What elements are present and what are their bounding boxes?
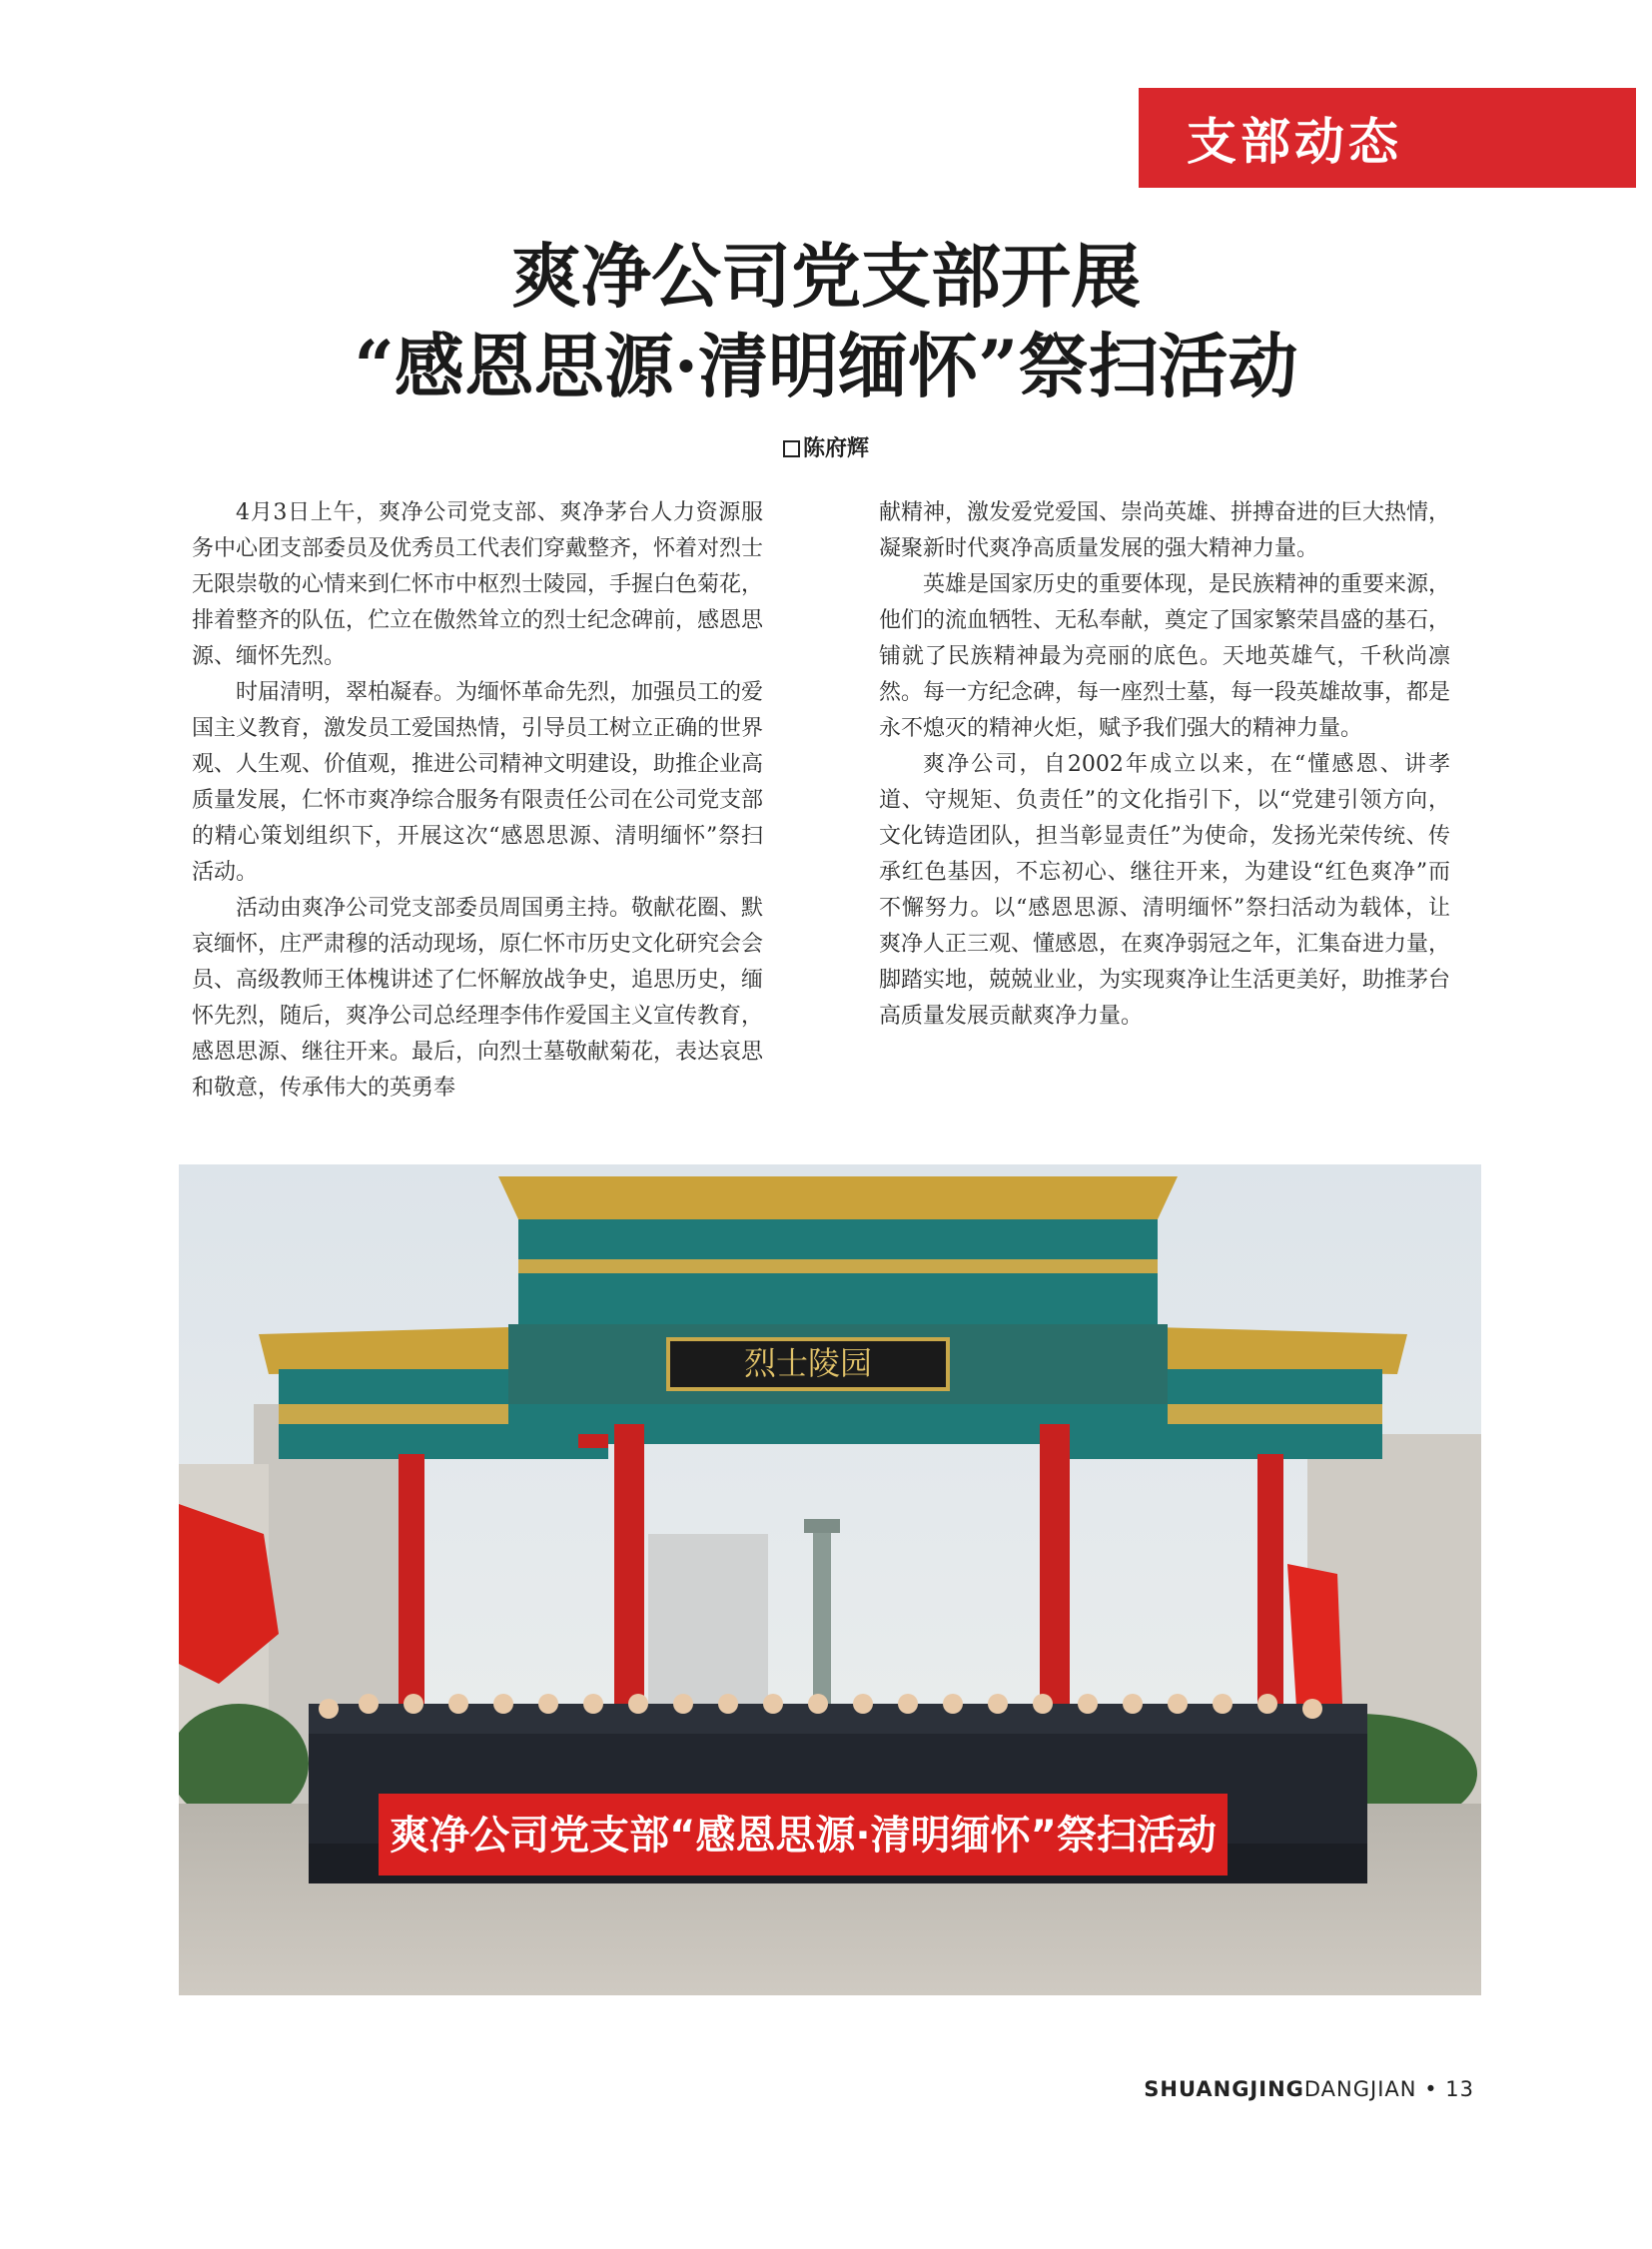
- byline-box-icon: [783, 440, 800, 457]
- paragraph: 活动由爽净公司党支部委员周国勇主持。敬献花圈、默哀缅怀，庄严肃穆的活动现场，原仁怀市历史文化研究会会员、高级教师王体槐讲述了仁怀解放战争史，追思历史，缅怀先烈，随后，爽净公司总经理李伟作爱国主义宣传教育，感恩思源、继往开来。最后，向烈士墓敬献菊花，表达哀思和敬意，传承伟大的英勇奉: [192, 896, 764, 1101]
- paragraph: 爽净公司，自2002年成立以来，在“懂感恩、讲孝道、守规矩、负责任”的文化指引下，以“党建引领方向，文化铸造团队，担当彰显责任”为使命，发扬光荣传统、传承红色基因，不忘初心、继往开来，为建设“红色爽净”而不懈努力。以“感恩思源、清明缅怀”祭扫活动为载体，让爽净人正三观、懂感恩，在爽净弱冠之年，汇集奋进力量，脚踏实地，兢兢业业，为实现爽净让生活更美好，助推茅台高质量发展贡献爽净力量。: [879, 752, 1451, 1029]
- gate-plaque: 烈士陵园: [743, 1344, 873, 1382]
- page-footer: [1144, 2077, 1474, 2101]
- footer-brand-light: DANGJIAN: [1303, 2077, 1417, 2101]
- author-name: 陈府辉: [802, 436, 869, 461]
- section-tag: 支部动态: [1139, 88, 1636, 188]
- paragraph-continuation: 献精神，激发爱党爱国、崇尚英雄、拼搏奋进的巨大热情，凝聚新时代爽净高质量发展的强大精神力量。: [879, 500, 1451, 561]
- title-line-2: “感恩思源·清明缅怀”祭扫活动: [354, 325, 1298, 407]
- title-line-1: 爽净公司党支部开展: [511, 235, 1141, 318]
- left-column: [192, 495, 763, 1107]
- footer-brand-bold: SHUANGJING: [1144, 2077, 1304, 2101]
- banner-text: 爽净公司党支部“感恩思源·清明缅怀”祭扫活动: [390, 1813, 1217, 1859]
- paragraph: 4月3日上午，爽净公司党支部、爽净茅台人力资源服务中心团支部委员及优秀员工代表们穿戴整齐，怀着对烈士无限崇敬的心情来到仁怀市中枢烈士陵园，手握白色菊花，排着整齐的队伍，伫立在傲然耸立的烈士纪念碑前，感恩思源、缅怀先烈。: [192, 500, 764, 669]
- right-column: [879, 495, 1450, 1035]
- event-photo: [179, 1164, 1481, 1995]
- byline: [0, 431, 1652, 462]
- footer-separator: •: [1424, 2077, 1438, 2101]
- article-title: [0, 232, 1652, 411]
- paragraph: 时届清明，翠柏凝春。为缅怀革命先烈，加强员工的爱国主义教育，激发员工爱国热情，引导员工树立正确的世界观、人生观、价值观，推进公司精神文明建设，助推企业高质量发展，仁怀市爽净综合服务有限责任公司在公司党支部的精心策划组织下，开展这次“感恩思源、清明缅怀”祭扫活动。: [192, 680, 764, 885]
- paragraph: 英雄是国家历史的重要体现，是民族精神的重要来源，他们的流血牺牲、无私奉献，奠定了国家繁荣昌盛的基石，铺就了民族精神最为亮丽的底色。天地英雄气，千秋尚凛然。每一方纪念碑，每一座烈士墓，每一段英雄故事，都是永不熄灭的精神火炬，赋予我们强大的精神力量。: [879, 572, 1451, 741]
- page-number: 13: [1445, 2077, 1474, 2101]
